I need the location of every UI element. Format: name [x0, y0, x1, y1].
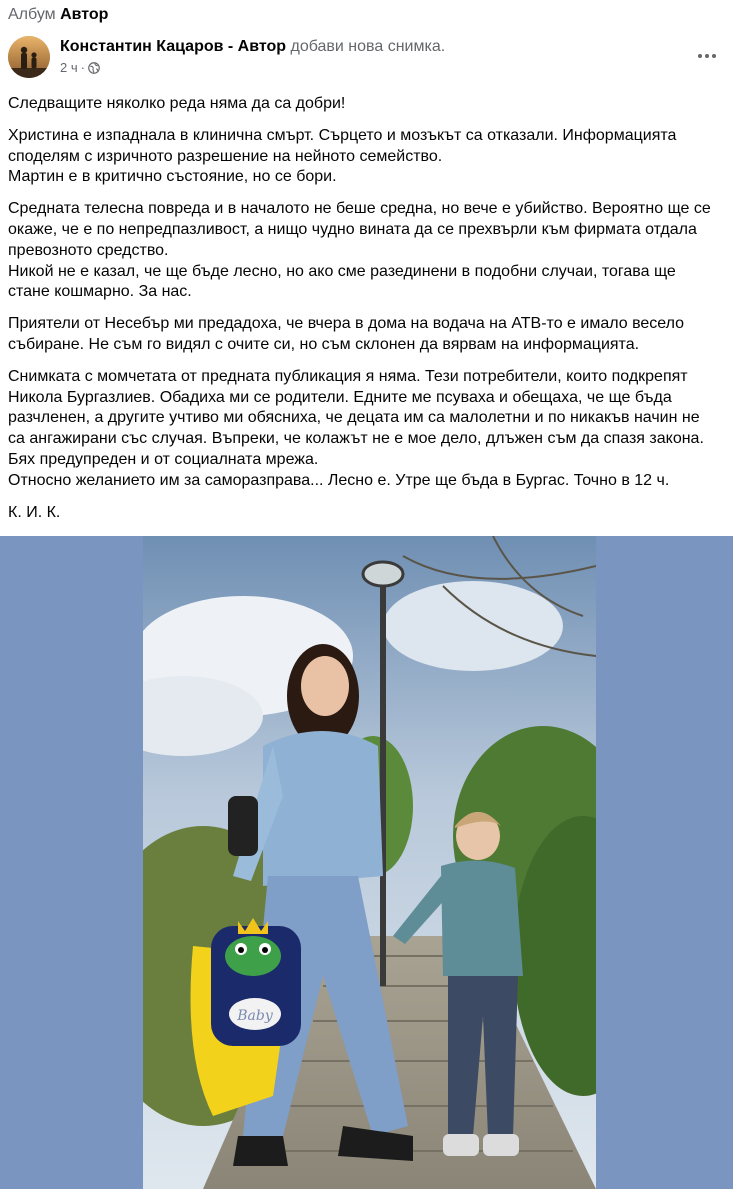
post-text-line: К. И. К. — [8, 503, 61, 521]
post-text-line: Мартин е в критично състояние, но се бори. — [8, 168, 337, 186]
author-name-link[interactable]: Константин Кацаров - Автор — [60, 38, 287, 55]
meta-separator: · — [80, 60, 85, 75]
post-paragraph — [8, 126, 726, 188]
post-paragraph — [8, 199, 726, 303]
post-text-line: са ангажирани със случая. Въпреки, че колажът не е мое дело, длъжен съм да спазя закона. — [8, 430, 704, 448]
post-body — [8, 94, 726, 534]
post-time-link[interactable]: 2 ч — [60, 60, 78, 75]
globe-icon — [88, 62, 100, 74]
post-paragraph — [8, 367, 726, 492]
backpack-text: Baby — [237, 1008, 273, 1024]
post-paragraph — [8, 503, 726, 524]
album-prefix: Албум — [8, 6, 56, 23]
post-text-line: споделям с изричното разрешение на нейното семейство. — [8, 147, 443, 165]
album-name-link[interactable]: Автор — [60, 6, 109, 23]
post-text-line: Приятели от Несебър ми предадоха, че вчера в дома на водача на АТВ-то е имало весело — [8, 315, 685, 333]
post-text-line: окаже, че е по непредпазливост, а нищо чудно вината да се прехвърли към фирмата отдала — [8, 220, 697, 238]
post-action-text: добави нова снимка. — [290, 38, 446, 55]
post-text-line: Средната телесна повреда и в началото не беше средна, но вече е убийство. Вероятно ще се — [8, 200, 711, 218]
post-photo-container[interactable] — [0, 536, 733, 1189]
post-text-line: Христина е изпаднала в клинична смърт. Сърцето и мозъкът са отказали. Информацията — [8, 126, 677, 144]
avatar[interactable] — [8, 36, 50, 78]
post-meta — [60, 60, 100, 75]
post-text-line: разчленен, а другите учтиво ми обясниха, че децата им са малолетни и по никакъв начин не — [8, 409, 700, 427]
post-text-line: Бях предупреден и от социалната мрежа. — [8, 450, 319, 468]
author-line — [60, 38, 445, 56]
post-text-line: Относно желанието им за саморазправа... Лесно е. Утре ще бъда в Бургас. Точно в 12 ч. — [8, 471, 670, 489]
post-photo[interactable] — [143, 536, 596, 1189]
post-text-line: Снимката с момчетата от предната публикация я няма. Тези потребители, които подкрепят — [8, 367, 688, 385]
post-paragraph — [8, 314, 726, 356]
post-text-line: стане кошмарно. За нас. — [8, 283, 192, 301]
post-text-line: събиране. Не съм го видял с очите си, но съм склонен да вярвам на информацията. — [8, 335, 640, 353]
post-text-line: Никой не е казал, че ще бъде лесно, но ако сме разединени в подобни случаи, тогава ще — [8, 262, 676, 280]
post-header — [8, 36, 725, 82]
post-text-line: Никола Бургазлиев. Обадиха ми се родители. Едните ме псуваха и обещаха, че ще бъда — [8, 388, 672, 406]
post-paragraph — [8, 94, 726, 115]
post-text-line: Следващите няколко реда няма да са добри! — [8, 95, 346, 112]
post-text-line: превозното средство. — [8, 241, 169, 259]
album-breadcrumb — [8, 6, 108, 24]
more-options-icon[interactable] — [695, 44, 719, 68]
